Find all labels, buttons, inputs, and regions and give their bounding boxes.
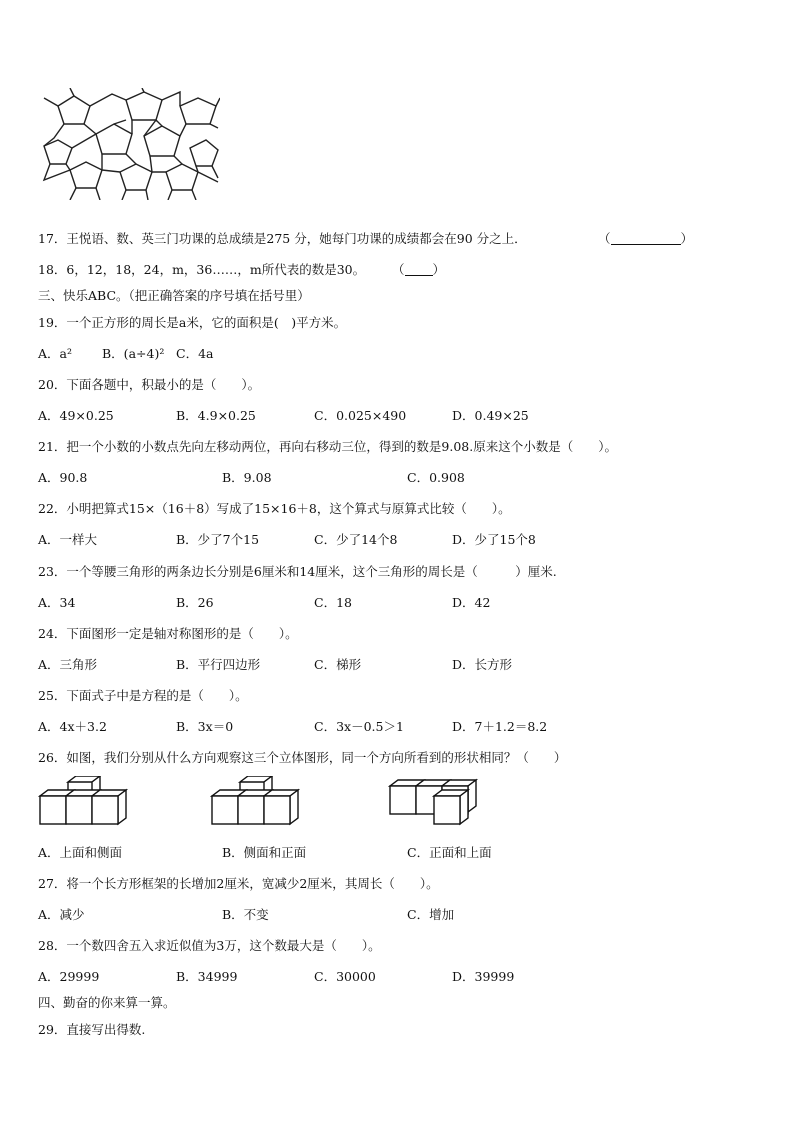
question-19-text: 19．一个正方形的周长是a米，它的面积是( )平方米。 <box>38 315 347 330</box>
cube-figure-1 <box>38 776 134 832</box>
question-23-text: 23．一个等腰三角形的两条边长分别是6厘米和14厘米，这个三角形的周长是（ ）厘米. <box>38 564 557 579</box>
q28-option-b[interactable]: B．34999 <box>176 969 238 984</box>
q23-option-c[interactable]: C．18 <box>314 595 352 610</box>
q25-option-a[interactable]: A．4x＋3.2 <box>38 719 107 734</box>
q21-option-b[interactable]: B．9.08 <box>222 470 272 485</box>
question-21-text: 21．把一个小数的小数点先向左移动两位，再向右移动三位，得到的数是9.08.原来这个小数是（ ）。 <box>38 439 617 454</box>
question-17-answer-blank[interactable]: （ ） <box>598 231 694 246</box>
q25-option-b[interactable]: B．3x＝0 <box>176 719 234 734</box>
q20-option-b[interactable]: B．4.9×0.25 <box>176 408 256 423</box>
question-17-text: 17．王悦语、数、英三门功课的总成绩是275 分，她每门功课的成绩都会在90 分之上． <box>38 231 527 246</box>
q24-option-c[interactable]: C．梯形 <box>314 657 362 672</box>
q21-option-a[interactable]: A．90.8 <box>38 470 88 485</box>
q28-option-c[interactable]: C．30000 <box>314 969 376 984</box>
q26-option-b[interactable]: B．侧面和正面 <box>222 845 307 860</box>
q27-option-a[interactable]: A．减少 <box>38 907 85 922</box>
q28-option-a[interactable]: A．29999 <box>38 969 100 984</box>
question-18-text: 18．6，12，18，24，m，36……，m所代表的数是30。 <box>38 262 366 277</box>
q20-option-d[interactable]: D．0.49×25 <box>452 408 529 423</box>
q25-option-c[interactable]: C．3x－0.5＞1 <box>314 719 404 734</box>
q20-option-a[interactable]: A．49×0.25 <box>38 408 114 423</box>
question-20-text: 20．下面各题中，积最小的是（ ）。 <box>38 377 261 392</box>
q27-option-c[interactable]: C．增加 <box>407 907 455 922</box>
question-18-answer-blank[interactable]: （ ） <box>392 262 446 277</box>
pentagon-star-tessellation-figure <box>40 88 220 200</box>
question-17 <box>38 229 527 247</box>
q22-option-d[interactable]: D．少了15个8 <box>452 532 536 547</box>
q22-option-c[interactable]: C．少了14个8 <box>314 532 398 547</box>
q22-option-a[interactable]: A．一样大 <box>38 532 98 547</box>
question-27-text: 27．将一个长方形框架的长增加2厘米，宽减少2厘米，其周长（ ）。 <box>38 876 439 891</box>
q22-option-b[interactable]: B．少了7个15 <box>176 532 260 547</box>
section-4-heading: 四、勤奋的你来算一算。 <box>38 995 176 1010</box>
q19-option-a[interactable]: A．a² <box>38 346 72 361</box>
q27-option-b[interactable]: B．不变 <box>222 907 269 922</box>
q20-option-c[interactable]: C．0.025×490 <box>314 408 407 423</box>
q24-option-a[interactable]: A．三角形 <box>38 657 98 672</box>
question-26-text: 26．如图，我们分别从什么方向观察这三个立体图形，同一个方向所看到的形状相同？（ ） <box>38 750 567 765</box>
question-25-text: 25．下面式子中是方程的是（ ）。 <box>38 688 248 703</box>
cube-figure-2 <box>210 776 306 832</box>
q19-option-b[interactable]: B．(a÷4)² <box>102 346 165 361</box>
q23-option-b[interactable]: B．26 <box>176 595 214 610</box>
question-22-text: 22．小明把算式15×（16＋8）写成了15×16＋8，这个算式与原算式比较（ ）。 <box>38 501 511 516</box>
q26-option-c[interactable]: C．正面和上面 <box>407 845 492 860</box>
q26-option-a[interactable]: A．上面和侧面 <box>38 845 123 860</box>
q24-option-d[interactable]: D．长方形 <box>452 657 513 672</box>
q19-option-c[interactable]: C．4a <box>176 346 214 361</box>
question-28-text: 28．一个数四舍五入求近似值为3万，这个数最大是（ ）。 <box>38 938 381 953</box>
q24-option-b[interactable]: B．平行四边形 <box>176 657 261 672</box>
question-18 <box>38 260 365 278</box>
q25-option-d[interactable]: D．7＋1.2＝8.2 <box>452 719 548 734</box>
q23-option-a[interactable]: A．34 <box>38 595 76 610</box>
question-29-text: 29．直接写出得数. <box>38 1022 146 1037</box>
q23-option-d[interactable]: D．42 <box>452 595 491 610</box>
q21-option-c[interactable]: C．0.908 <box>407 470 465 485</box>
question-24-text: 24．下面图形一定是轴对称图形的是（ ）。 <box>38 626 298 641</box>
section-3-heading: 三、快乐ABC。（把正确答案的序号填在括号里） <box>38 288 310 303</box>
q28-option-d[interactable]: D．39999 <box>452 969 515 984</box>
cube-figure-3 <box>388 776 484 832</box>
